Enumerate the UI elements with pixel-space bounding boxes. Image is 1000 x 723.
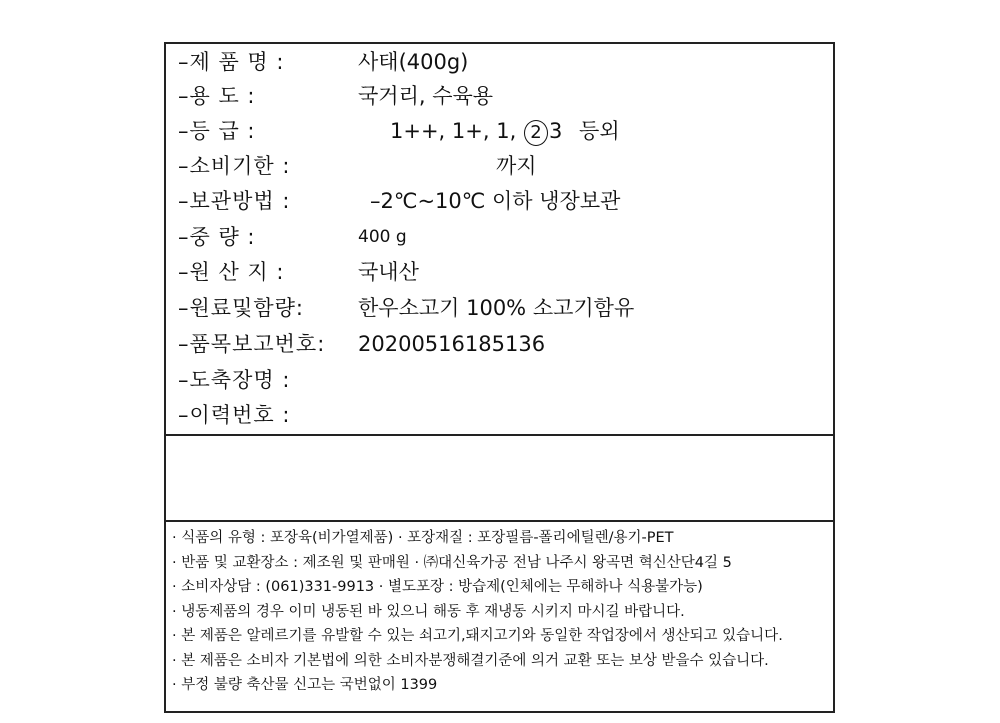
row-key: –도축장명 : xyxy=(178,368,291,392)
row-value: 400 g xyxy=(358,227,407,247)
row-key: –품목보고번호: xyxy=(178,332,326,356)
row-key: –보관방법 : xyxy=(178,189,291,213)
note-line: · 본 제품은 소비자 기본법에 의한 소비자분쟁해결기준에 의거 교환 또는 보상 받을수 있습니다. xyxy=(172,652,769,669)
row-key: –원료및함량: xyxy=(178,296,305,320)
notes-section xyxy=(172,526,828,698)
grade-1: 1, xyxy=(496,119,517,143)
grade-out: 등외 xyxy=(579,119,620,143)
row-key: –제 품 명 : xyxy=(178,50,285,74)
grade-options xyxy=(390,115,620,147)
note-line: · 반품 및 교환장소 : 제조원 및 판매원 · ㈜대신육가공 전남 나주시 왕곡면 혁신산단4길 5 xyxy=(172,554,732,571)
note-line: · 부정 불량 축산물 신고는 국번없이 1399 xyxy=(172,677,438,693)
row-value: 한우소고기 100% 소고기함유 xyxy=(358,296,635,320)
row-key: –원 산 지 : xyxy=(178,260,285,284)
note-line: · 소비자상담 : (061)331-9913 · 별도포장 : 방습제(인체에는 무해하나 식용불가능) xyxy=(172,579,703,595)
row-value: 국거리, 수육용 xyxy=(358,84,494,108)
note-line: · 냉동제품의 경우 이미 냉동된 바 있으니 해동 후 재냉동 시키지 마시길 바랍니다. xyxy=(172,603,685,620)
divider-bottom xyxy=(166,520,833,522)
product-info-section xyxy=(166,44,833,434)
row-key: –이력번호 : xyxy=(178,403,291,427)
row-value: 국내산 xyxy=(358,260,419,284)
product-label xyxy=(164,42,835,713)
row-key: –등 급 : xyxy=(178,119,256,143)
grade-1p: 1+, xyxy=(451,119,490,143)
grade-1pp: 1++, xyxy=(390,119,446,143)
row-key: –중 량 : xyxy=(178,225,256,249)
grade-2-circled: 2 xyxy=(524,120,548,146)
divider-top xyxy=(166,434,833,436)
note-line: · 본 제품은 알레르기를 유발할 수 있는 쇠고기,돼지고기와 동일한 작업장에서 생산되고 있습니다. xyxy=(172,628,783,644)
note-line: · 식품의 유형 : 포장육(비가열제품) · 포장재질 : 포장필름-폴리에틸렌/용기-PET xyxy=(172,530,674,546)
grade-3: 3 xyxy=(548,119,563,143)
row-value: 20200516185136 xyxy=(358,332,546,356)
row-value: –2℃~10℃ 이하 냉장보관 xyxy=(370,189,621,213)
row-key: –용 도 : xyxy=(178,84,256,108)
row-value: 사태(400g) xyxy=(358,50,469,74)
row-value: 까지 xyxy=(496,154,537,178)
row-key: –소비기한 : xyxy=(178,154,291,178)
